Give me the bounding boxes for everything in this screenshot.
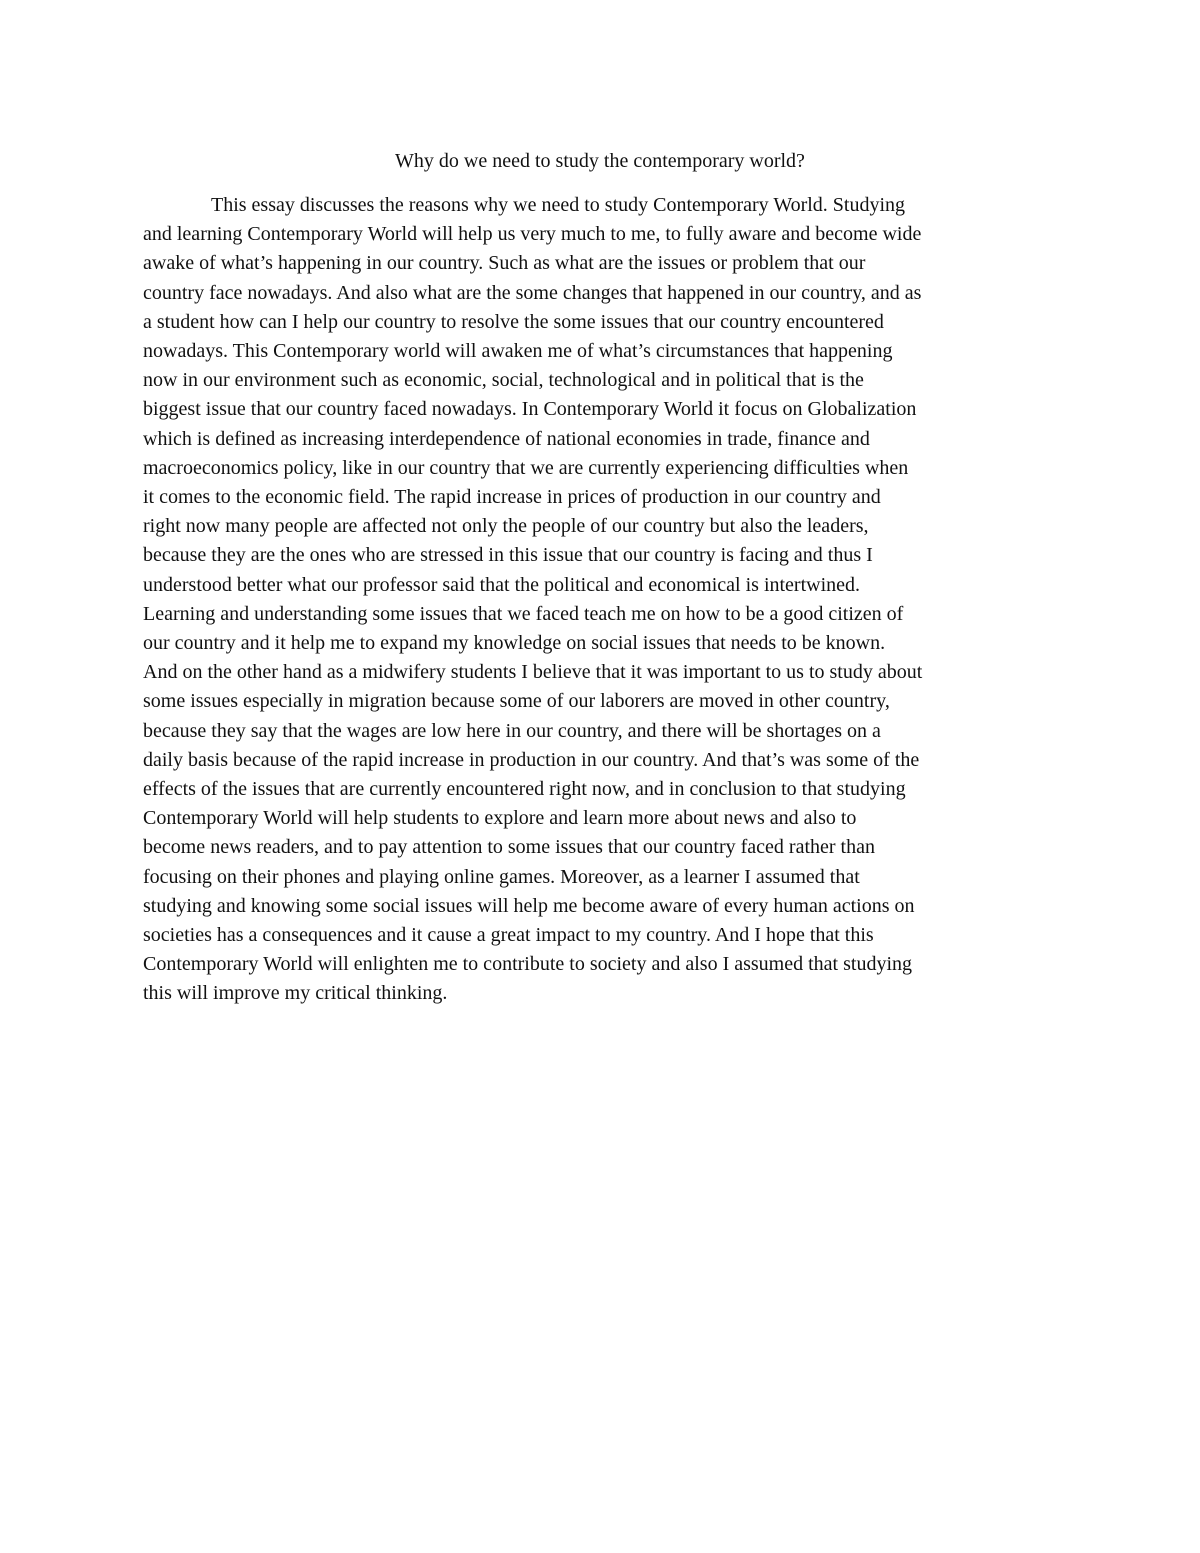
essay-line: which is defined as increasing interdependence of national economies in trade, finance and	[143, 427, 870, 450]
essay-line: Contemporary World will help students to explore and learn more about news and also to	[143, 807, 857, 830]
essay-line: our country and it help me to expand my knowledge on social issues that needs to be known.	[143, 632, 886, 655]
essay-line: biggest issue that our country faced nowadays. In Contemporary World it focus on Globalization	[143, 398, 917, 421]
essay-line: Learning and understanding some issues that we faced teach me on how to be a good citizen of	[143, 602, 904, 625]
essay-line: understood better what our professor said that the political and economical is intertwined.	[143, 573, 861, 596]
essay-line: And on the other hand as a midwifery students I believe that it was important to us to study about	[143, 661, 923, 684]
essay-line: because they are the ones who are stressed in this issue that our country is facing and thus I	[143, 544, 873, 567]
essay-line: some issues especially in migration because some of our laborers are moved in other country,	[143, 690, 890, 713]
essay-line: right now many people are affected not only the people of our country but also the leaders,	[143, 515, 869, 538]
essay-line: daily basis because of the rapid increase in production in our country. And that’s was some of the	[143, 748, 920, 771]
essay-line: because they say that the wages are low here in our country, and there will be shortages on a	[143, 719, 881, 742]
essay-line: macroeconomics policy, like in our country that we are currently experiencing difficulties when	[143, 456, 909, 479]
essay-line: focusing on their phones and playing online games. Moreover, as a learner I assumed that	[143, 865, 860, 888]
essay-line: become news readers, and to pay attention to some issues that our country faced rather than	[143, 836, 875, 859]
essay-line: country face nowadays. And also what are the some changes that happened in our country, and as	[143, 281, 922, 304]
essay-line: effects of the issues that are currently encountered right now, and in conclusion to that studying	[143, 778, 906, 801]
essay-line: this will improve my critical thinking.	[143, 982, 448, 1005]
essay-line: Contemporary World will enlighten me to contribute to society and also I assumed that studying	[143, 953, 912, 976]
essay-line: it comes to the economic field. The rapid increase in prices of production in our country and	[143, 486, 881, 509]
essay-line: This essay discusses the reasons why we need to study Contemporary World. Studying	[211, 194, 906, 216]
essay-body	[143, 191, 1073, 1009]
essay-line: studying and knowing some social issues will help me become aware of every human actions on	[143, 894, 915, 917]
essay-line: nowadays. This Contemporary world will awaken me of what’s circumstances that happening	[143, 340, 893, 363]
essay-line: societies has a consequences and it cause a great impact to my country. And I hope that this	[143, 924, 874, 947]
essay-line: and learning Contemporary World will help us very much to me, to fully aware and become wide	[143, 223, 922, 246]
essay-line: a student how can I help our country to resolve the some issues that our country encountered	[143, 310, 884, 333]
essay-line: awake of what’s happening in our country. Such as what are the issues or problem that our	[143, 252, 866, 275]
essay-title: Why do we need to study the contemporary world?	[395, 150, 805, 172]
essay-line: now in our environment such as economic, social, technological and in political that is the	[143, 369, 864, 392]
